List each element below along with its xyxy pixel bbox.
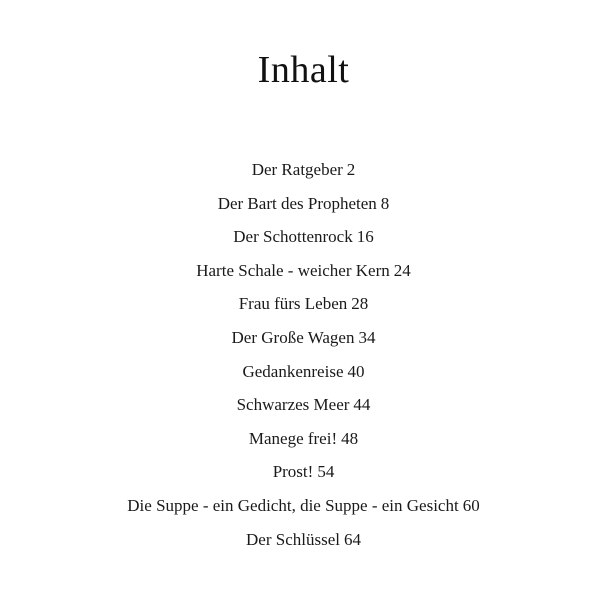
toc-entry-page-number: 28 xyxy=(351,294,369,314)
toc-entry[interactable] xyxy=(0,527,607,561)
toc-entry[interactable] xyxy=(0,157,607,191)
toc-entry[interactable] xyxy=(0,224,607,258)
toc-entry[interactable] xyxy=(0,359,607,393)
toc-entry-page-number: 44 xyxy=(353,395,371,415)
toc-entry-title: Der Ratgeber xyxy=(251,160,343,179)
toc-entry[interactable] xyxy=(0,426,607,460)
toc-entry-page-number: 24 xyxy=(393,260,411,280)
toc-entry-title: Harte Schale - weicher Kern xyxy=(196,260,390,280)
toc-entry[interactable] xyxy=(0,325,607,359)
toc-entry-title: Der Große Wagen xyxy=(231,327,355,347)
toc-entry[interactable] xyxy=(0,392,607,426)
toc-entry-title: Manege frei! xyxy=(248,428,338,448)
toc-entry[interactable] xyxy=(0,258,607,292)
toc-entry-title: Gedankenreise xyxy=(242,361,344,381)
toc-entry-title: Prost! xyxy=(272,462,314,482)
toc-entry-page-number: 16 xyxy=(356,227,374,247)
toc-entry-page-number: 48 xyxy=(341,428,359,448)
toc-entry-title: Der Schottenrock xyxy=(233,227,353,247)
toc-entry[interactable] xyxy=(0,459,607,493)
toc-list xyxy=(0,157,607,560)
toc-entry-page-number: 2 xyxy=(346,160,356,179)
toc-entry-page-number: 40 xyxy=(347,361,365,381)
toc-entry[interactable] xyxy=(0,191,607,225)
toc-entry-title: Die Suppe - ein Gedicht, die Suppe - ein Gesicht xyxy=(127,495,459,515)
page-title: Inhalt xyxy=(257,49,350,92)
toc-entry-page-number: 34 xyxy=(358,327,376,347)
toc-entry-page-number: 8 xyxy=(380,193,390,213)
toc-entry[interactable] xyxy=(0,291,607,325)
toc-entry-title: Frau fürs Leben xyxy=(238,294,348,314)
toc-entry-title: Der Schlüssel xyxy=(246,529,340,549)
toc-entry-title: Schwarzes Meer xyxy=(236,395,350,415)
toc-entry-page-number: 64 xyxy=(343,529,361,549)
toc-entry-title: Der Bart des Propheten xyxy=(217,193,377,213)
toc-entry-page-number: 60 xyxy=(462,495,480,515)
toc-entry-page-number: 54 xyxy=(317,462,335,482)
toc-entry[interactable] xyxy=(0,493,607,527)
